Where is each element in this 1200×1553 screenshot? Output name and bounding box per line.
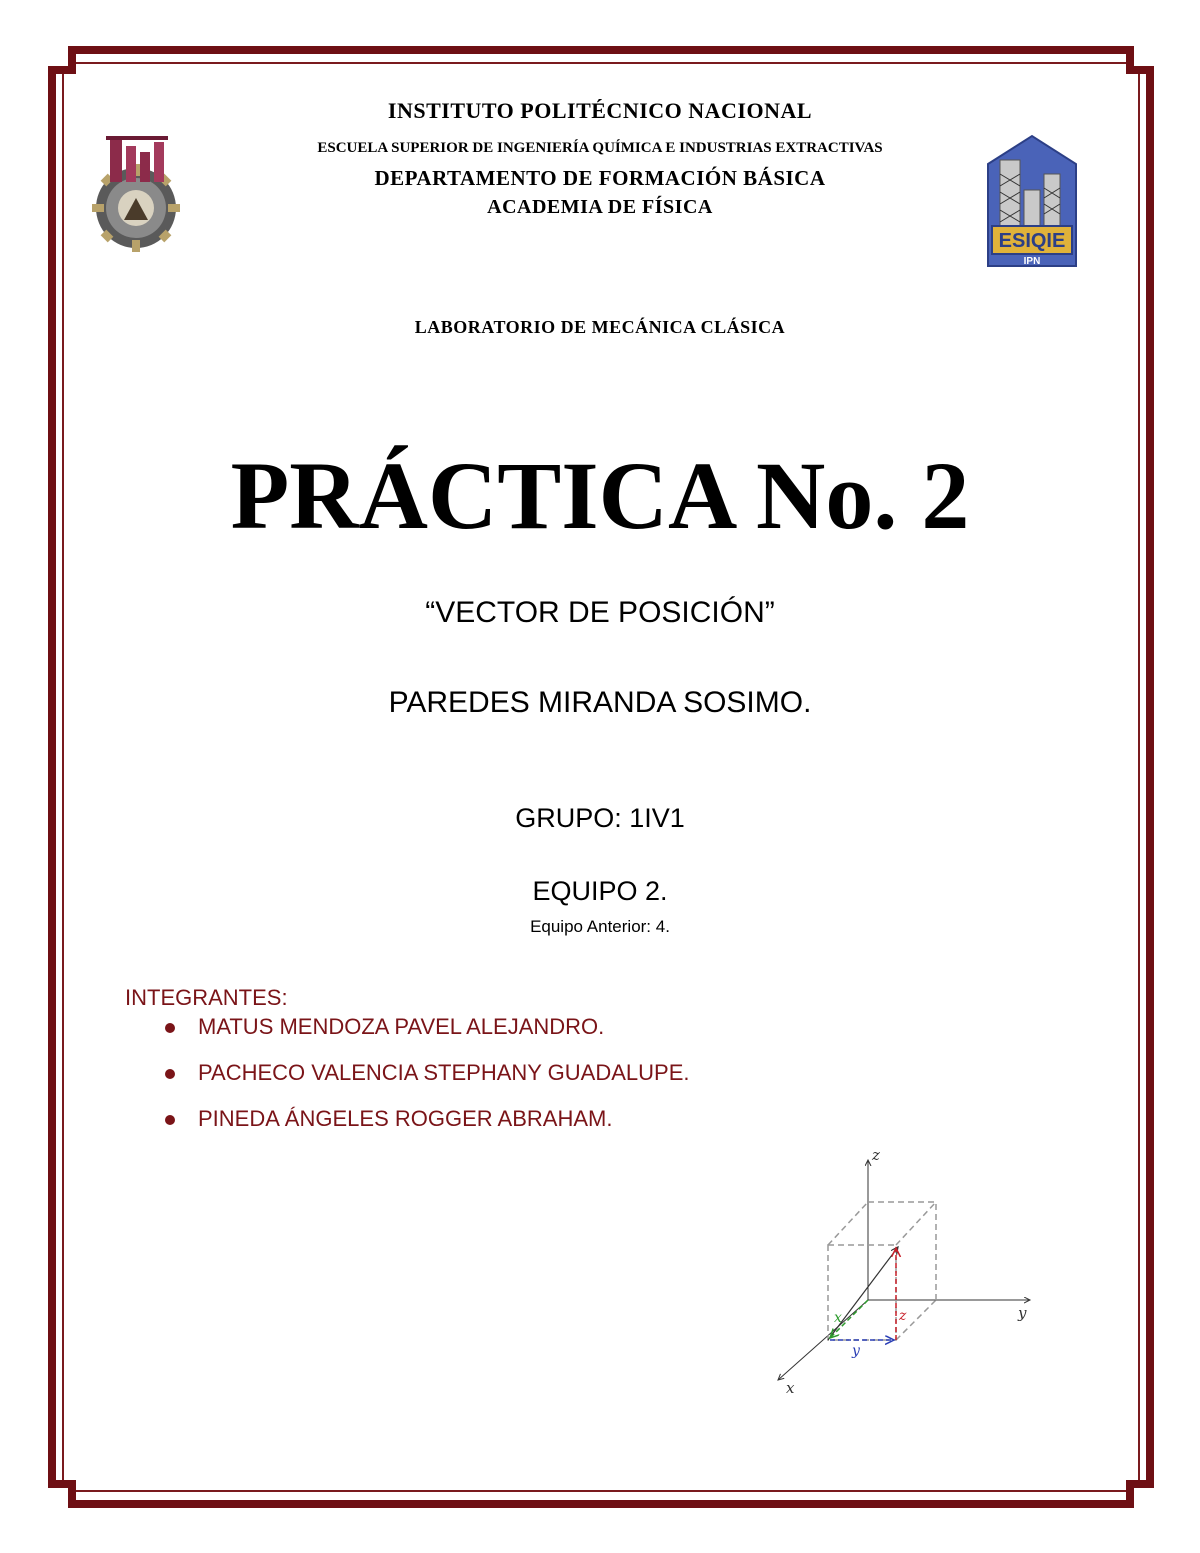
- position-vector-diagram: [760, 1140, 1050, 1400]
- z-axis-label: z: [872, 1146, 880, 1164]
- border-corner-ornament: [1126, 1480, 1154, 1508]
- bullet-icon: [165, 1069, 175, 1079]
- team-label: EQUIPO 2.: [532, 876, 668, 906]
- esiqie-logo-subtext: IPN: [1023, 256, 1041, 267]
- member-name: PINEDA ÁNGELES ROGGER ABRAHAM.: [198, 1106, 613, 1131]
- bullet-icon: [165, 1115, 175, 1125]
- academy-name: ACADEMIA DE FÍSICA: [487, 196, 713, 218]
- border-corner-ornament: [48, 46, 76, 74]
- member-name: MATUS MENDOZA PAVEL ALEJANDRO.: [198, 1014, 605, 1039]
- department-name: DEPARTAMENTO DE FORMACIÓN BÁSICA: [374, 166, 826, 190]
- practice-title: PRÁCTICA No. 2: [230, 442, 970, 549]
- list-item: [162, 1105, 689, 1151]
- position-vector-line: [828, 1247, 898, 1340]
- y-axis-label: y: [1018, 1304, 1027, 1322]
- border-corner-ornament: [48, 1480, 76, 1508]
- previous-team-label: Equipo Anterior: 4.: [530, 917, 670, 936]
- y-component-label: y: [852, 1343, 860, 1359]
- bullet-icon: [165, 1023, 175, 1033]
- institute-name: INSTITUTO POLITÉCNICO NACIONAL: [387, 98, 813, 123]
- esiqie-logo-text: ESIQIE: [998, 230, 1066, 252]
- members-list: [162, 1013, 689, 1151]
- lab-title: LABORATORIO DE MECÁNICA CLÁSICA: [414, 317, 786, 337]
- school-name: ESCUELA SUPERIOR DE INGENIERÍA QUÍMICA E INDUSTRIAS EXTRACTIVAS: [317, 140, 883, 156]
- professor-name: PAREDES MIRANDA SOSIMO.: [388, 686, 812, 719]
- border-corner-ornament: [1126, 46, 1154, 74]
- practice-topic: “VECTOR DE POSICIÓN”: [425, 596, 775, 629]
- group-label: GRUPO: 1IV1: [515, 803, 685, 833]
- z-component-label: z: [899, 1308, 907, 1324]
- member-name: PACHECO VALENCIA STEPHANY GUADALUPE.: [198, 1060, 690, 1085]
- list-item: [162, 1059, 689, 1105]
- members-title: INTEGRANTES:: [125, 985, 288, 1010]
- x-axis-label: x: [786, 1379, 795, 1397]
- x-component-label: x: [834, 1310, 842, 1326]
- list-item: [162, 1013, 689, 1059]
